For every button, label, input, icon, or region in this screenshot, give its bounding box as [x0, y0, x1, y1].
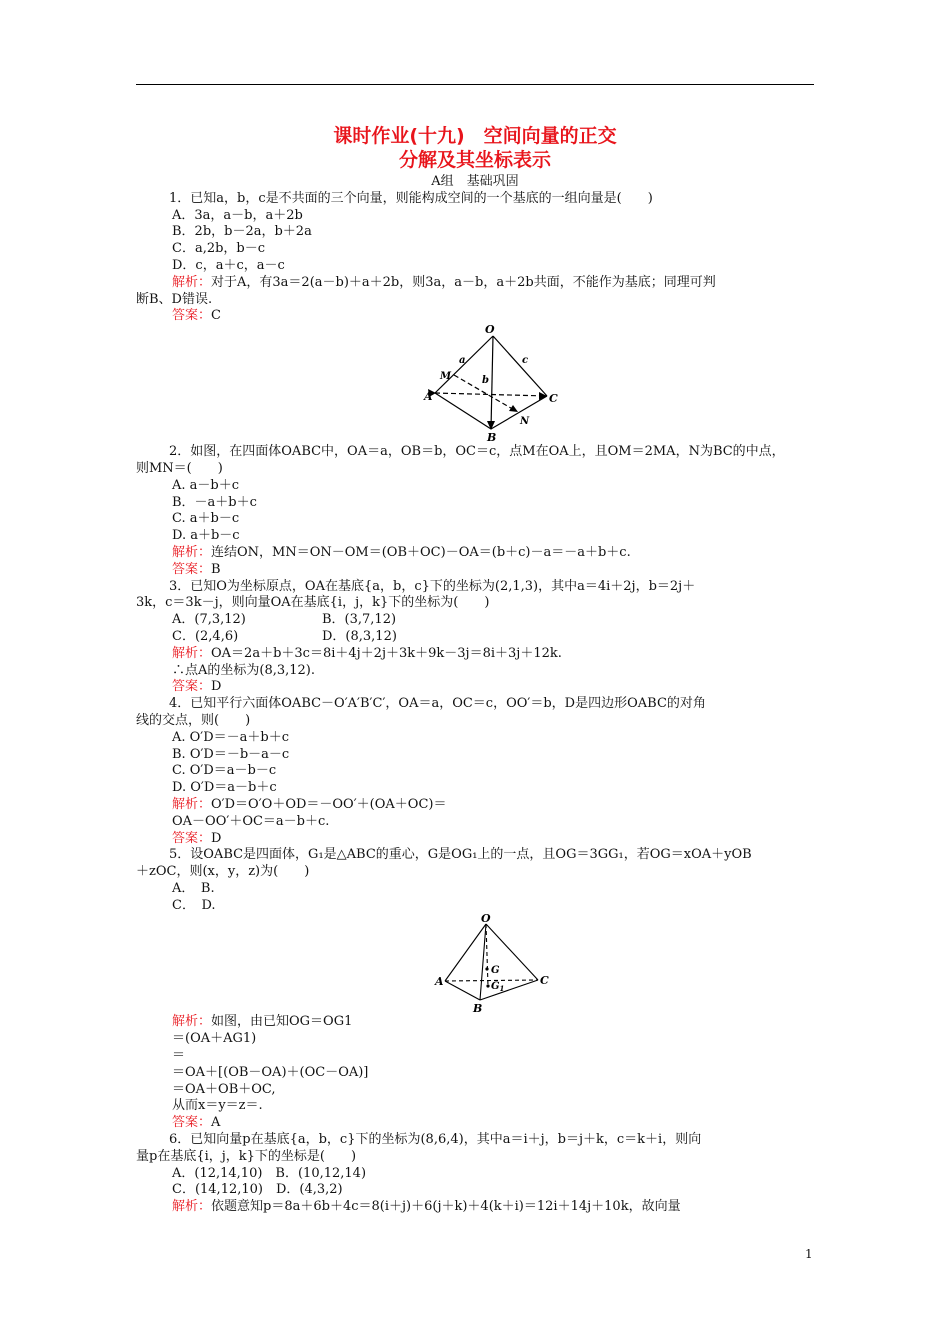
q6-options-cd: C．(14,12,10) D．(4,3,2) — [172, 1182, 343, 1198]
q5-answer: 答案：A — [172, 1115, 221, 1131]
page-title-line1: 课时作业(十九) 空间向量的正交 — [333, 125, 617, 147]
q4-stem: 4．已知平行六面体OABC－O′A′B′C′，OA＝a，OC＝c，OO′＝b，D是四边形OABC的对角 — [169, 696, 706, 712]
figure-tetrahedron-2 — [136, 914, 814, 1014]
analysis-label: 解析： — [172, 645, 212, 661]
q5-analysis-2: ＝(OA＋AG1) — [172, 1031, 257, 1047]
fig1-label-a: A — [424, 390, 433, 404]
q2-option-b: B．－a＋b＋c — [172, 494, 257, 510]
fig2-label-o: O — [481, 914, 491, 926]
q3-options-cd: C．(2,4,6) D．(8,3,12) — [172, 628, 397, 644]
analysis-label: 解析： — [172, 544, 212, 560]
page-number: 1 — [805, 1247, 813, 1261]
q2-option-a: A. a－b＋c — [172, 477, 240, 493]
answer-label: 答案： — [172, 561, 212, 577]
fig1-label-a-vec: a — [459, 355, 466, 367]
q3-analysis-cont: ∴点A的坐标为(8,3,12). — [172, 662, 316, 678]
q5-stem: 5．设OABC是四面体，G₁是△ABC的重心，G是OG₁上的一点，且OG＝3GG₁，若OG＝xOA＋yOB — [169, 847, 752, 863]
q5-analysis: 解析：如图，由已知OG＝OG1 — [172, 1014, 353, 1030]
fig1-label-o: O — [485, 325, 495, 337]
q6-analysis: 解析：依题意知p＝8a＋6b＋4c＝8(i＋j)＋6(j＋k)＋4(k＋i)＝12i＋14j＋10k，故向量 — [172, 1199, 681, 1215]
fig1-label-c: C — [549, 392, 558, 406]
q5-analysis-3: ＝ — [172, 1048, 186, 1064]
q4-analysis-cont: OA－OO′＋OC＝a－b＋c. — [172, 813, 330, 829]
q5-options-ab: A． B. — [172, 880, 215, 896]
q6-stem: 6．已知向量p在基底{a，b，c}下的坐标为(8,6,4)，其中a＝i＋j，b＝j＋k，c＝k＋i，则向 — [169, 1132, 702, 1148]
q2-option-d: D. a＋b－c — [172, 528, 240, 544]
q5-options-cd: C． D. — [172, 897, 216, 913]
analysis-label: 解析： — [172, 796, 212, 812]
analysis-label: 解析： — [172, 274, 212, 290]
q2-answer: 答案：B — [172, 561, 221, 577]
q1-stem: 1．已知a，b，c是不共面的三个向量，则能构成空间的一个基底的一组向量是( ) — [169, 190, 653, 206]
q4-answer: 答案：D — [172, 830, 222, 846]
group-heading: A组 基础巩固 — [431, 174, 519, 189]
q2-option-c: C. a＋b－c — [172, 511, 240, 527]
q1-answer: 答案：C — [172, 308, 221, 324]
fig2-label-b: B — [473, 1002, 483, 1015]
q1-option-b: B．2b，b－2a，b＋2a — [172, 224, 312, 240]
q5-analysis-4: ＝OA＋[(OB－OA)＋(OC－OA)] — [172, 1064, 369, 1080]
fig1-label-b-vec: b — [482, 375, 489, 387]
q2-stem: 2．如图，在四面体OABC中，OA＝a，OB＝b，OC＝c，点M在OA上，且OM＝2MA，N为BC的中点， — [169, 444, 785, 460]
q4-stem-cont: 线的交点，则( ) — [136, 712, 251, 728]
q2-stem-cont: 则MN＝( ) — [136, 460, 223, 476]
q3-analysis: 解析：OA＝2a＋b＋3c＝8i＋4j＋2j＋3k＋9k－3j＝8i＋3j＋12k. — [172, 645, 562, 661]
figure-tetrahedron-1 — [136, 325, 814, 444]
q4-analysis: 解析：O′D＝O′O＋OD＝－OO′＋(OA＋OC)＝ — [172, 796, 447, 812]
fig2-label-g1: $G_1$ — [491, 981, 505, 994]
answer-label: 答案： — [172, 830, 212, 846]
q6-stem-cont: 量p在基底{i，j，k}下的坐标是( ) — [136, 1148, 357, 1164]
analysis-label: 解析： — [172, 1199, 212, 1215]
analysis-label: 解析： — [172, 1014, 212, 1030]
fig1-label-m: M — [440, 371, 452, 383]
q1-analysis: 解析：对于A，有3a＝2(a－b)＋a＋2b，则3a，a－b，a＋2b共面，不能作为基底；同理可判 — [172, 274, 716, 290]
q1-option-c: C．a,2b，b－c — [172, 241, 266, 257]
q5-analysis-6: 从而x＝y＝z＝. — [172, 1098, 263, 1114]
fig1-label-b: B — [487, 431, 497, 445]
answer-label: 答案： — [172, 679, 212, 695]
answer-label: 答案： — [172, 308, 212, 324]
document-body — [136, 174, 814, 1216]
fig1-label-n: N — [520, 416, 530, 428]
header-rule — [136, 84, 814, 85]
q3-stem: 3．已知O为坐标原点，OA在基底{a，b，c}下的坐标为(2,1,3)，其中a＝4i＋2j，b＝2j＋ — [169, 578, 696, 594]
q3-answer: 答案：D — [172, 679, 222, 695]
q4-option-c: C. O′D＝a－b－c — [172, 763, 277, 779]
q4-option-b: B. O′D＝－b－a－c — [172, 746, 290, 762]
q1-option-a: A．3a，a－b，a＋2b — [172, 207, 303, 223]
q2-analysis: 解析：连结ON，MN＝ON－OM＝(OB＋OC)－OA＝(b＋c)－a＝－a＋b＋c. — [172, 544, 631, 560]
fig2-label-a: A — [435, 975, 444, 989]
fig2-label-g: G — [491, 965, 500, 977]
fig2-label-c: C — [540, 974, 549, 988]
q5-stem-cont: ＋zOC，则(x，y，z)为( ) — [136, 864, 310, 880]
answer-label: 答案： — [172, 1115, 212, 1131]
q5-analysis-5: ＝OA＋OB＋OC, — [172, 1081, 276, 1097]
q4-option-d: D. O′D＝a－b＋c — [172, 780, 277, 796]
q3-options-ab: A．(7,3,12) B．(3,7,12) — [172, 612, 397, 628]
q1-analysis-cont: 断B、D错误. — [136, 291, 213, 307]
page-title-line2: 分解及其坐标表示 — [398, 149, 551, 171]
fig1-label-c-vec: c — [522, 355, 529, 367]
q1-option-d: D．c，a＋c，a－c — [172, 257, 285, 273]
q6-options-ab: A．(12,14,10) B．(10,12,14) — [172, 1165, 367, 1181]
q3-stem-cont: 3k，c＝3k－j，则向量OA在基底{i，j，k}下的坐标为( ) — [136, 595, 490, 611]
q4-option-a: A. O′D＝－a＋b＋c — [172, 729, 290, 745]
